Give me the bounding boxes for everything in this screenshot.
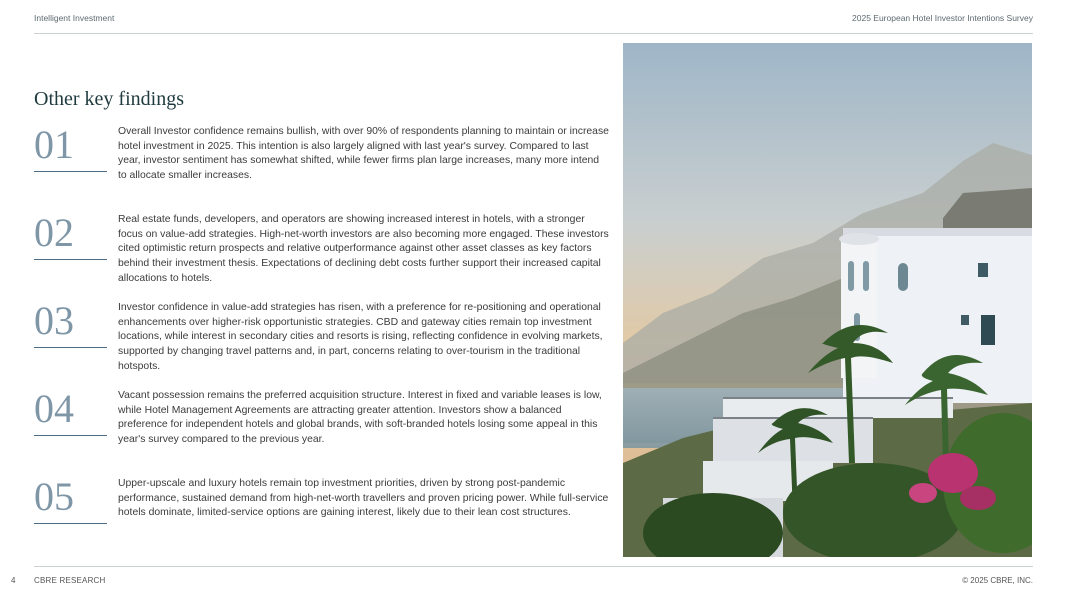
finding-number: 02	[34, 213, 107, 260]
photo-illustration	[623, 43, 1032, 557]
finding-text: Upper-upscale and luxury hotels remain top investment priorities, driven by strong post-pandemic performance, sustained demand from high-net-worth travellers and proven pricing power. While full-service hotels dominate, limited-service options are gaining interest, likely due to their lean cost structures.	[118, 478, 609, 519]
finding-number: 04	[34, 389, 107, 436]
page-number: 4	[11, 576, 16, 585]
report-series-label: Intelligent Investment	[34, 13, 115, 23]
footer-brand: CBRE RESEARCH	[34, 576, 106, 585]
header-divider	[34, 33, 1033, 34]
finding-text: Vacant possession remains the preferred acquisition structure. Interest in fixed and variable leases is low, while Hotel Management Agreements are attracting greater attention. Investors show a balanced preference for independent hotels and global brands, with soft-branded hotels losing some appeal in this year's survey compared to the previous year.	[118, 390, 602, 446]
finding-number: 05	[34, 477, 107, 524]
finding-text: Overall Investor confidence remains bullish, with over 90% of respondents planning to maintain or increase hotel investment in 2025. This intention is also largely aligned with last year's survey. Compared to last year, investor sentiment has somewhat shifted, while fewer firms plan large increases, many more intend to allocate smaller increases.	[118, 126, 609, 182]
finding-text: Real estate funds, developers, and operators are showing increased interest in hotels, with a stronger focus on value-add strategies. High-net-worth investors are also becoming more engaged. These investors cited optimistic return prospects and relative outperformance against other asset classes as key factors behind their investment thesis. Expectations of declining debt costs further support their increased capital allocations to hotels.	[118, 214, 609, 284]
finding-text: Investor confidence in value-add strategies has risen, with a preference for re-positioning and operational enhancements over higher-risk opportunistic strategies. CBD and gateway cities remain top investment locations, while interest in secondary cities and resorts is rising, reflecting confidence in evolving markets, supported by changing travel patterns and, in part, concerns relating to over-tourism in the traditional hotspots.	[118, 302, 603, 372]
report-title-label: 2025 European Hotel Investor Intentions Survey	[852, 13, 1033, 23]
coastal-hotel-photo	[623, 43, 1032, 557]
page-title: Other key findings	[34, 88, 184, 110]
footer-copyright: © 2025 CBRE, INC.	[962, 576, 1033, 585]
finding-number: 01	[34, 125, 107, 172]
finding-number: 03	[34, 301, 107, 348]
footer-divider	[34, 566, 1033, 567]
